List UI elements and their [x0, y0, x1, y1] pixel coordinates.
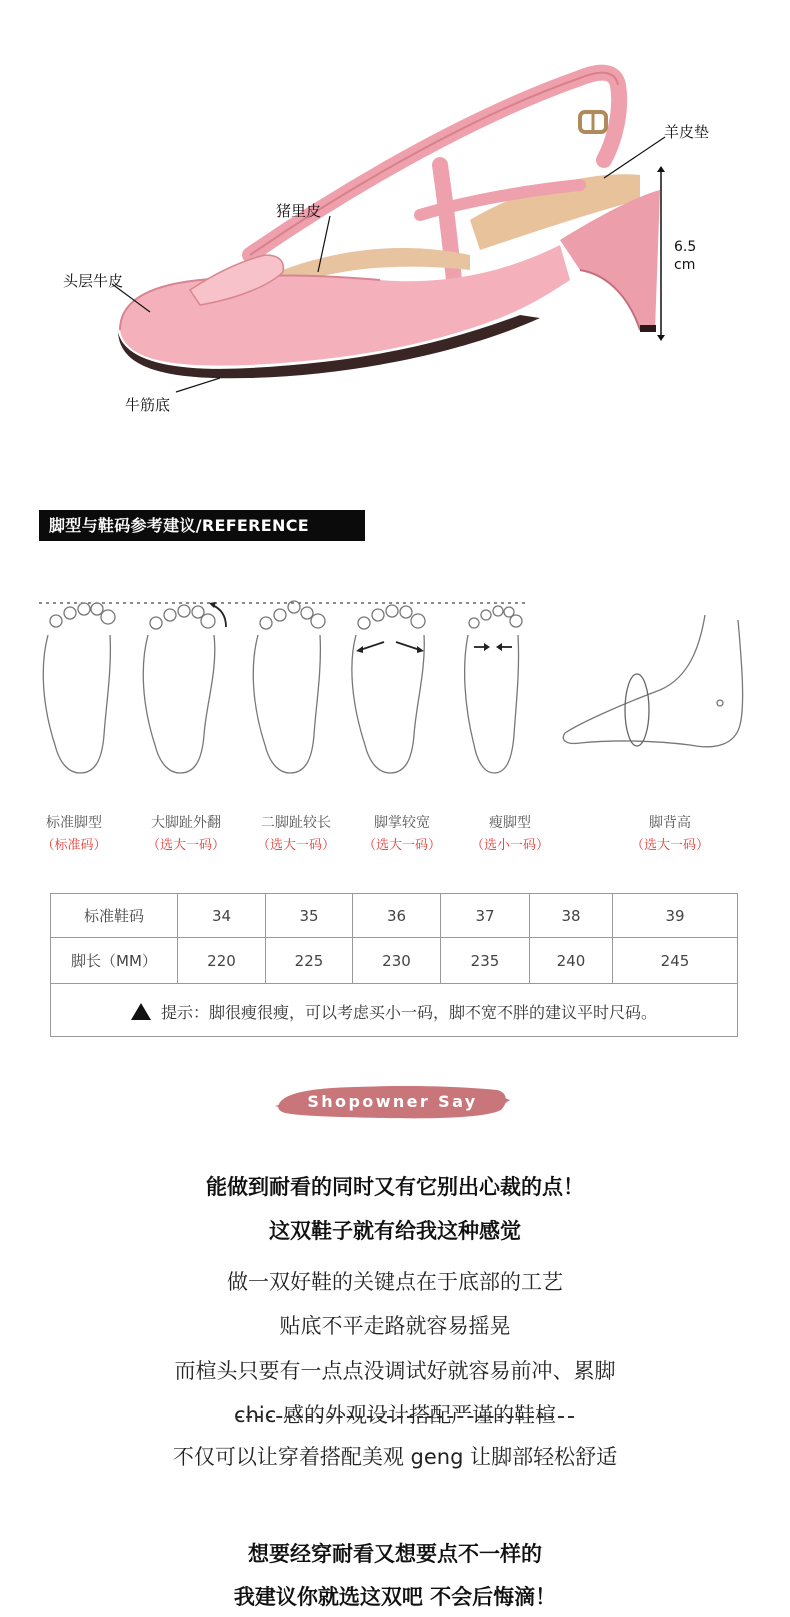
- callout-sole: 牛筋底: [125, 396, 171, 414]
- foot-type-name: 瘦脚型: [489, 815, 531, 831]
- length-cell: 235: [441, 938, 530, 983]
- foot-type-name: 二脚趾较长: [261, 815, 331, 831]
- foot-type-advice: （选大一码）: [630, 838, 709, 853]
- closing-line: 我建议你就选这双吧 不会后悔滴！: [233, 1585, 557, 1609]
- foot-type-advice: （选大一码）: [146, 838, 225, 853]
- wide-foot-icon: [352, 605, 425, 773]
- bunion-foot-icon: [143, 602, 226, 773]
- callout-upper: 头层牛皮: [63, 272, 124, 290]
- foot-type-advice: （标准码）: [41, 838, 107, 853]
- heel-height: [674, 238, 696, 274]
- body-line: chic 感的外观设计搭配严谨的鞋楦: [234, 1403, 556, 1427]
- body-line: 贴底不平走路就容易摇晃: [279, 1314, 511, 1338]
- table-row: [51, 894, 737, 938]
- callout-insole: 羊皮垫: [664, 123, 710, 141]
- foot-diagram-svg: [0, 595, 790, 795]
- intro-line: 这双鞋子就有给我这种感觉: [269, 1219, 521, 1243]
- foot-type-name: 脚背高: [649, 815, 691, 831]
- heel-height-value: 6.5: [674, 239, 697, 255]
- high-instep-foot-icon: [563, 615, 742, 747]
- foot-type-diagrams: [0, 595, 790, 795]
- length-cell: 240: [530, 938, 613, 983]
- size-cell: 34: [178, 894, 266, 937]
- size-tip: [51, 984, 737, 1038]
- length-cell: 220: [178, 938, 266, 983]
- body-line: 不仅可以让穿着搭配美观 geng 让脚部轻松舒适: [172, 1445, 618, 1469]
- row-label-length: 脚长（MM）: [51, 938, 178, 983]
- shoe-illustration: [0, 0, 790, 440]
- reference-banner: 脚型与鞋码参考建议/REFERENCE: [39, 510, 365, 541]
- foot-type-advice: （选大一码）: [362, 838, 441, 853]
- heel-height-unit: cm: [674, 257, 696, 273]
- warning-triangle-icon: [131, 1003, 151, 1020]
- product-detail-area: [0, 0, 790, 440]
- size-tip-text: 提示：脚很瘦很瘦，可以考虑买小一码，脚不宽不胖的建议平时尺码。: [160, 1002, 657, 1022]
- foot-type-name: 大脚趾外翻: [151, 815, 221, 831]
- length-cell: 225: [266, 938, 353, 983]
- foot-type-advice: （选大一码）: [256, 838, 335, 853]
- shopowner-say-title: Shopowner Say: [307, 1092, 478, 1111]
- foot-type-name: 标准脚型: [46, 815, 102, 831]
- size-cell: 35: [266, 894, 353, 937]
- size-cell: 38: [530, 894, 613, 937]
- foot-type-name: 脚掌较宽: [374, 815, 430, 831]
- closing-line: 想要经穿耐看又想要点不一样的: [248, 1542, 542, 1566]
- size-table: [50, 893, 738, 1037]
- standard-foot-icon: [43, 603, 115, 773]
- body-line: 做一双好鞋的关键点在于底部的工艺: [227, 1270, 563, 1294]
- row-label-size: 标准鞋码: [51, 894, 178, 937]
- callout-lining: 猪里皮: [276, 202, 322, 220]
- long-second-toe-foot-icon: [253, 601, 325, 773]
- size-cell: 37: [441, 894, 530, 937]
- foot-type-advice: （选小一码）: [470, 838, 549, 853]
- table-row: [51, 938, 737, 984]
- size-cell: 39: [665, 906, 685, 925]
- intro-line: 能做到耐看的同时又有它别出心裁的点！: [206, 1175, 584, 1199]
- narrow-foot-icon: [465, 606, 522, 773]
- dashed-underline: [236, 1416, 574, 1418]
- shopowner-say-badge: [275, 1082, 510, 1122]
- length-cell: 230: [353, 938, 441, 983]
- body-line: 而楦头只要有一点点没调试好就容易前冲、累脚: [174, 1359, 616, 1383]
- size-cell: 36: [353, 894, 441, 937]
- length-cell: 245: [660, 951, 690, 970]
